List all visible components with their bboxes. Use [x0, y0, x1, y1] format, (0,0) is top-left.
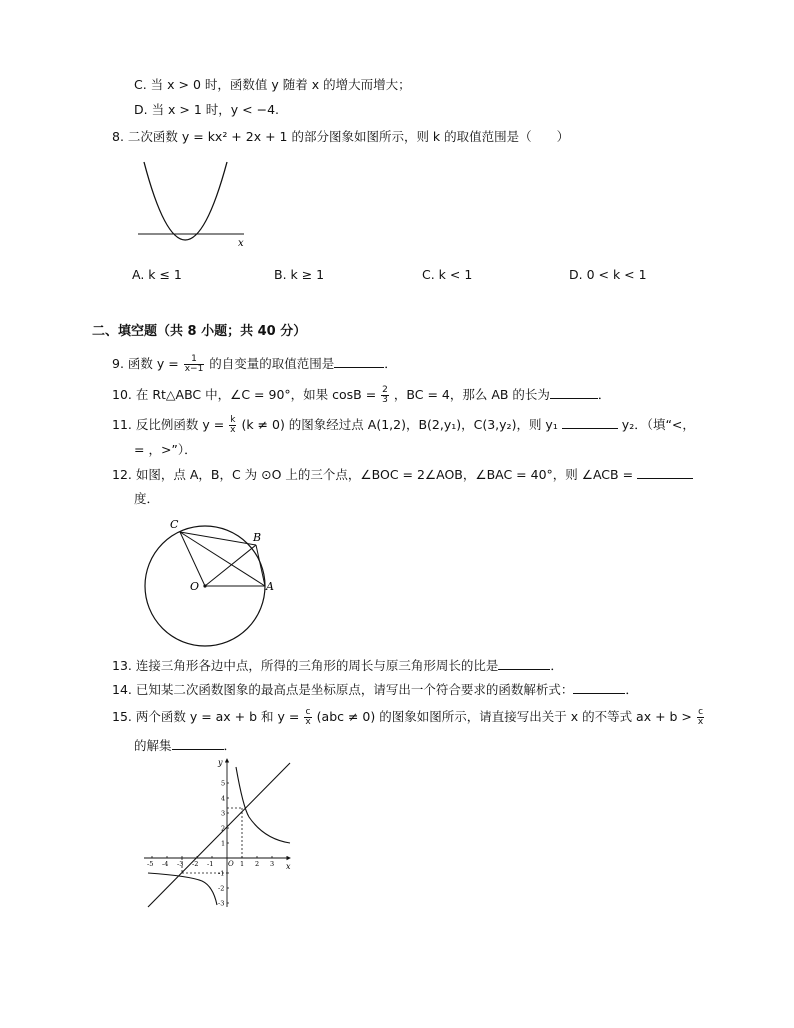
q14-text: 14. 已知某二次函数图象的最高点是坐标原点，请写出一个符合要求的函数解析式：	[112, 682, 574, 697]
section-title: 二、填空题（共 8 小题；共 40 分）	[92, 324, 307, 339]
q9-num: 1	[184, 355, 205, 365]
q8-option-a: A. k ≤ 1	[132, 267, 182, 282]
q12-line2: 度．	[134, 491, 160, 506]
q9-answer-blank[interactable]	[334, 354, 384, 368]
q11-num: k	[230, 415, 236, 425]
q8-option-d: D. 0 < k < 1	[569, 267, 647, 282]
q8-axis-x-label: x	[238, 238, 244, 249]
q11-den: x	[230, 425, 236, 435]
q15-x-tick-label: -3	[177, 860, 184, 868]
q9	[112, 354, 397, 374]
q15-function-graph	[140, 755, 300, 910]
q14	[112, 680, 638, 699]
q8-parabola-curve	[144, 162, 227, 240]
q12-text: 12. 如图，点 A，B，C 为 ⊙O 上的三个点，∠BOC = 2∠AOB，∠BAC = 40°，则 ∠ACB =	[112, 467, 634, 482]
q15-y-tick-label: -2	[218, 884, 225, 893]
q11-answer-blank[interactable]	[562, 415, 618, 429]
q12-label-b: B	[253, 531, 262, 544]
q7-option-c: C. 当 x > 0 时，函数值 y 随着 x 的增大而增大；	[134, 77, 411, 92]
q8-option-c: C. k < 1	[422, 267, 473, 282]
q15-line2-text: 的解集	[134, 738, 172, 753]
q10-answer-blank[interactable]	[550, 385, 598, 399]
q15-hyperbola-branch-right	[236, 767, 290, 843]
q8-stem: 8. 二次函数 y = kx² + 2x + 1 的部分图象如图所示，则 k 的取值范围是（ ）	[112, 129, 570, 144]
q12-label-o: O	[190, 580, 200, 593]
q9-pre: 9. 函数 y =	[112, 356, 179, 371]
q15-num2: c	[698, 707, 704, 717]
q10-end: ．	[597, 387, 611, 402]
q15-fraction-1	[304, 708, 311, 727]
q10-pre: 10. 在 Rt△ABC 中，∠C = 90°，如果 cosB =	[112, 387, 377, 402]
q9-fraction	[184, 355, 205, 374]
q13-text: 13. 连接三角形各边中点，所得的三角形的周长与原三角形周长的比是	[112, 658, 499, 673]
q11-post: y₂．（填“<，	[621, 417, 695, 432]
q12-line1	[112, 465, 693, 484]
q12-segment-cb	[180, 532, 256, 545]
q13-answer-blank[interactable]	[498, 656, 550, 670]
q15-num1: c	[305, 707, 311, 717]
q11-line2: = ，>”）．	[134, 442, 197, 457]
q12-answer-blank[interactable]	[637, 465, 693, 479]
q15-axis-x-label: x	[286, 862, 291, 871]
q13-end: ．	[550, 658, 563, 673]
q15-y-tick-label: 2	[221, 824, 226, 833]
q15-y-tick-label: 3	[221, 809, 226, 818]
q15-x-tick-label: 3	[270, 860, 275, 868]
q15-line1	[112, 708, 705, 727]
q15-y-tick-label: -1	[218, 869, 225, 878]
q10-fraction	[381, 386, 389, 405]
q10-den: 3	[382, 395, 388, 405]
q9-den: x−1	[184, 364, 204, 374]
q14-end: ．	[625, 682, 638, 697]
q15-x-tick-label: 2	[255, 860, 260, 868]
q15-x-tick-label: -1	[207, 860, 214, 868]
q11-line1	[112, 415, 695, 435]
q11-mid: (k ≠ 0) 的图象经过点 A(1,2)，B(2,y₁)，C(3,y₂)，则 y₁	[241, 417, 558, 432]
q10	[112, 385, 610, 405]
q15-den1: x	[305, 717, 311, 727]
q8-option-b: B. k ≥ 1	[274, 267, 325, 282]
q15-y-tick-label: -3	[218, 899, 225, 908]
q8-parabola-graph	[130, 158, 255, 250]
q15-hyperbola-branch-left	[148, 873, 217, 905]
q15-x-tick-label: 1	[240, 860, 245, 868]
q12-center-point	[203, 584, 206, 587]
q15-end: ．	[223, 738, 237, 753]
q15-x-tick-label: -4	[162, 860, 169, 868]
q12-circle-figure	[140, 515, 285, 645]
q11-pre: 11. 反比例函数 y =	[112, 417, 225, 432]
q15-pre: 15. 两个函数 y = ax + b 和 y =	[112, 709, 300, 724]
q15-y-tick-label: 4	[221, 794, 226, 803]
q15-y-tick-label: 1	[221, 839, 226, 848]
q15-line2	[134, 736, 236, 755]
q15-y-tick-label: 5	[221, 779, 226, 788]
q14-answer-blank[interactable]	[573, 680, 625, 694]
q15-fraction-2	[697, 708, 704, 727]
q12-label-c: C	[170, 518, 179, 531]
q13	[112, 656, 563, 675]
q15-mid: (abc ≠ 0) 的图象如图所示，请直接写出关于 x 的不等式 ax + b >	[316, 709, 692, 724]
q15-x-tick-label: -5	[147, 860, 154, 868]
q10-num: 2	[382, 385, 388, 395]
q15-origin-label: O	[228, 860, 234, 868]
q10-post: ，BC = 4，那么 AB 的长为	[393, 387, 550, 402]
q12-segment-ba	[256, 545, 265, 586]
q15-x-tick-label: -2	[192, 860, 199, 868]
q9-post: 的自变量的取值范围是	[209, 356, 335, 371]
q12-label-a: A	[266, 580, 274, 593]
q15-den2: x	[697, 717, 704, 727]
q15-answer-blank[interactable]	[172, 736, 224, 750]
q15-axis-y-label: y	[218, 758, 223, 767]
q9-end: ．	[384, 356, 397, 371]
q12-segment-ob	[205, 545, 256, 586]
q11-fraction	[229, 416, 236, 435]
q7-option-d: D. 当 x > 1 时，y < −4.	[134, 102, 280, 117]
